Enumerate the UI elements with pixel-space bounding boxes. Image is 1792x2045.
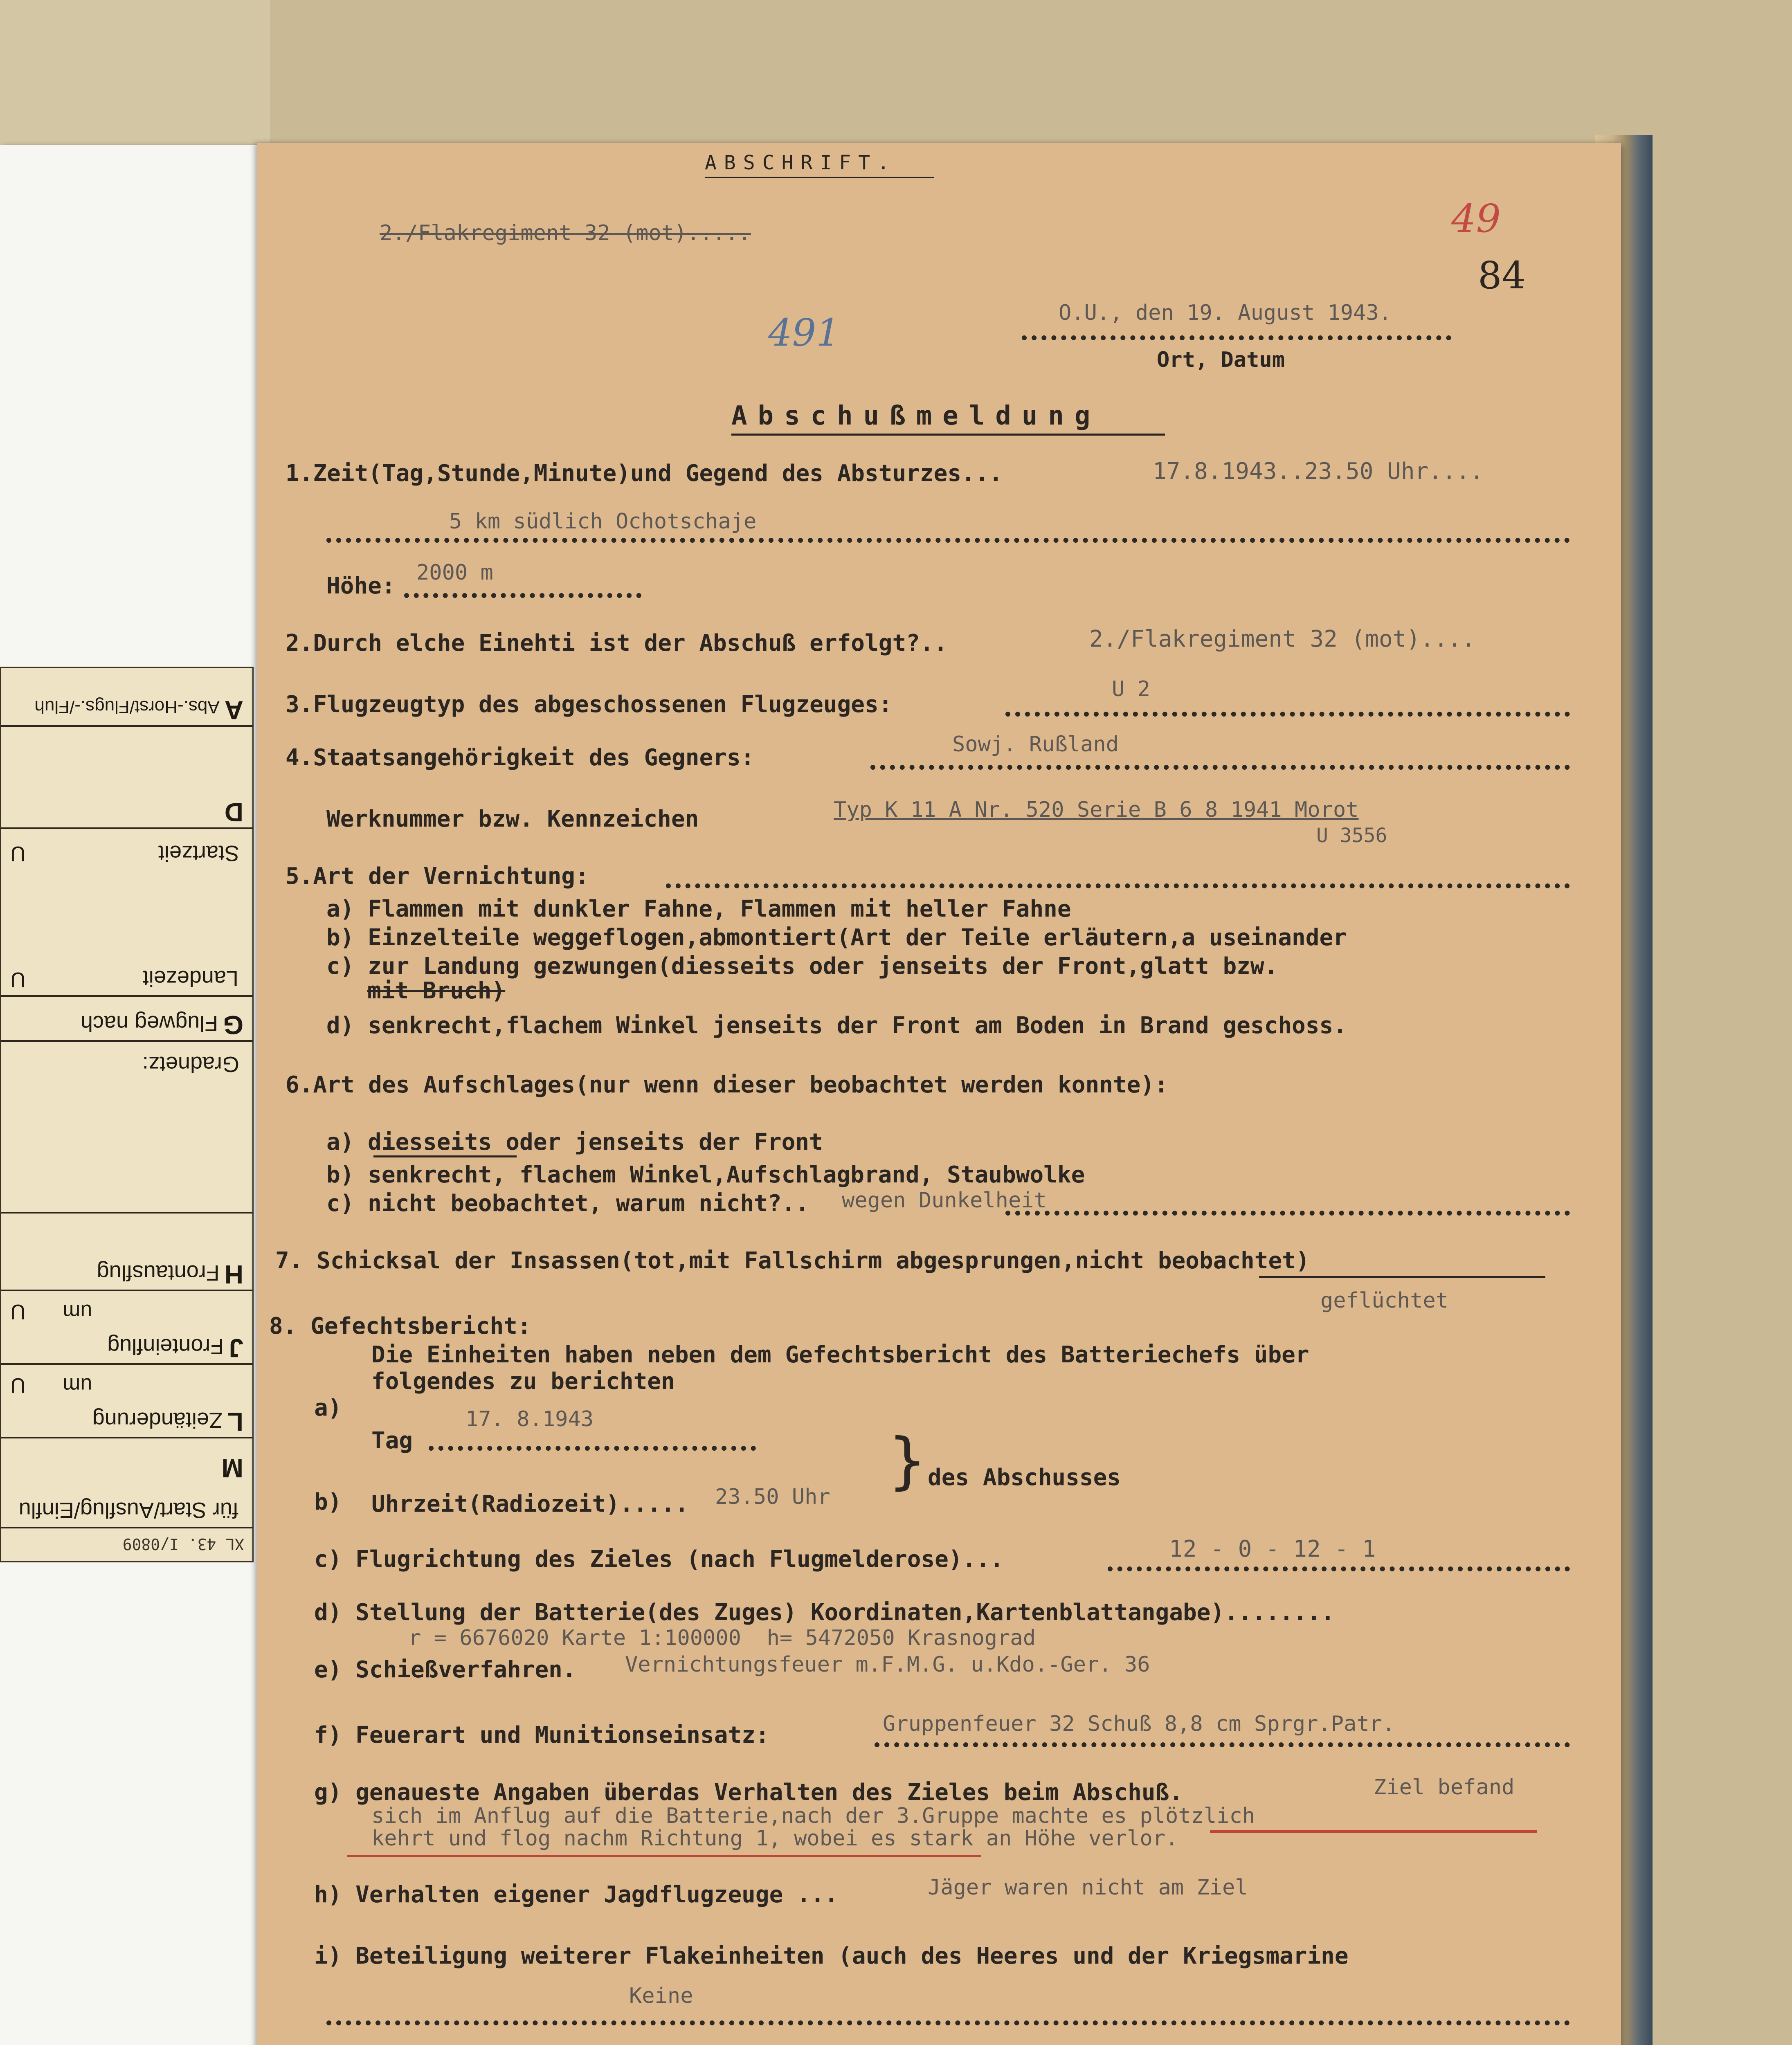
item-6-label: 6.Art des Aufschlages(nur wenn dieser beobachtet werden konnte): xyxy=(286,1072,1168,1098)
item-8g-answer-2: sich im Anflug auf die Batterie,nach der 3.Gruppe machte es plötzlich xyxy=(371,1804,1255,1828)
unit-line: 2./Flakregiment 32 (mot)..... xyxy=(380,221,751,245)
werknummer-label: Werknummer bzw. Kennzeichen xyxy=(326,806,699,832)
red-annotation: 49 xyxy=(1451,196,1501,241)
item-6c: c) nicht beobachtet, warum nicht?.. xyxy=(326,1190,809,1217)
item-8h: h) Verhalten eigener Jagdflugzeuge ... xyxy=(314,1881,839,1908)
item-8e-answer: Vernichtungsfeuer m.F.M.G. u.Kdo.-Ger. 36 xyxy=(625,1652,1150,1677)
blue-stamp-number: 491 xyxy=(768,311,840,355)
card-row xyxy=(1,995,252,1042)
card-row-label: Zeitänderung xyxy=(92,1408,223,1432)
card-row-uhr: U xyxy=(10,968,26,991)
card-row-label: Gradnetz: xyxy=(142,1052,239,1076)
item-8g-answer-3: kehrt und flog nachm Richtung 1, wobei es stark an Höhe verlor. xyxy=(371,1826,1178,1851)
card-row xyxy=(1,950,252,997)
card-row-uhr: U xyxy=(10,842,26,865)
item-8a-tag-answer: 17. 8.1943 xyxy=(465,1407,594,1432)
item-8-des-abschusses: des Abschusses xyxy=(928,1464,1121,1491)
header-underline xyxy=(705,177,934,178)
card-row-label: Abs.-Horst/Flugs.-/Fluh xyxy=(34,697,220,717)
dotted-line xyxy=(1005,712,1570,717)
header-code: ABSCHRIFT. xyxy=(705,151,897,174)
item-8f: f) Feuerart und Munitionseinsatz: xyxy=(314,1722,769,1748)
card-row xyxy=(1,667,252,727)
index-card-rotated-content xyxy=(1,668,252,1561)
item-8h-answer: Jäger waren nicht am Ziel xyxy=(928,1875,1248,1900)
item-8a-label: a) xyxy=(314,1395,342,1421)
item-8-intro-1: Die Einheiten haben neben dem Gefechtsbericht des Batteriechefs über xyxy=(371,1342,1309,1368)
card-row-um: um xyxy=(63,1300,92,1324)
card-row-label: Landezeit xyxy=(142,966,238,991)
item-2-answer: 2./Flakregiment 32 (mot).... xyxy=(1089,626,1476,652)
item-5b: b) Einzelteile weggeflogen,abmontiert(Art der Teile erläutern,a useinander xyxy=(326,924,1347,951)
card-row xyxy=(1,774,252,829)
item-5-label: 5.Art der Vernichtung: xyxy=(286,863,589,890)
bracket-icon: } xyxy=(889,1425,926,1497)
item-8g: g) genaueste Angaben überdas Verhalten des Zieles beim Abschuß. xyxy=(314,1779,1183,1806)
item-4-answer: Sowj. Rußland xyxy=(952,732,1119,757)
place-date: O.U., den 19. August 1943. xyxy=(1059,301,1392,325)
item-8e: e) Schießverfahren. xyxy=(314,1656,576,1683)
dotted-line xyxy=(875,1742,1570,1747)
card-row xyxy=(1,1040,252,1214)
item-8c-answer: 12 - 0 - 12 - 1 xyxy=(1169,1536,1376,1562)
item-6c-answer: wegen Dunkelheit xyxy=(842,1188,1047,1213)
dotted-line xyxy=(429,1446,756,1451)
item-1-answer: 17.8.1943..23.50 Uhr.... xyxy=(1153,458,1484,485)
height-answer: 2000 m xyxy=(416,560,493,585)
index-card xyxy=(0,667,254,1562)
card-row-letter: H xyxy=(224,1260,243,1289)
item-2-label: 2.Durch elche Einehti ist der Abschuß erfolgt?.. xyxy=(286,630,948,656)
item-5c-continued: mit Bruch) xyxy=(367,978,506,1004)
dotted-line xyxy=(666,883,1570,888)
card-row-letter: A xyxy=(224,695,243,725)
werknummer-answer-2: U 3556 xyxy=(1316,824,1387,847)
red-underline xyxy=(347,1855,981,1857)
dotted-line xyxy=(404,593,641,598)
card-row xyxy=(1,1212,252,1291)
dotted-line xyxy=(1005,1211,1570,1216)
dotted-line xyxy=(326,2020,1570,2025)
item-7-answer: geflüchtet xyxy=(1320,1288,1449,1313)
item-8g-answer-1: Ziel befand xyxy=(1374,1775,1515,1800)
item-8b-label: b) xyxy=(314,1489,342,1515)
werknummer-answer: Typ K 11 A Nr. 520 Serie B 6 8 1941 Morot xyxy=(834,798,1359,822)
item-6a: a) diesseits oder jenseits der Front xyxy=(326,1129,823,1155)
item-3-label: 3.Flugzeugtyp des abgeschossenen Flugzeuges: xyxy=(286,691,893,718)
item-5a: a) Flammen mit dunkler Fahne, Flammen mit heller Fahne xyxy=(326,896,1071,922)
card-row-letter: D xyxy=(224,798,243,827)
item-5d: d) senkrecht,flachem Winkel jenseits der Front am Boden in Brand geschoss. xyxy=(326,1012,1347,1039)
title-underline xyxy=(731,434,1165,436)
item-6b: b) senkrecht, flachem Winkel,Aufschlagbrand, Staubwolke xyxy=(326,1162,1085,1188)
page-number: 84 xyxy=(1478,254,1526,297)
card-row xyxy=(1,1482,252,1528)
item-5c: c) zur Landung gezwungen(diesseits oder jenseits der Front,glatt bzw. xyxy=(326,953,1278,980)
card-row-letter: L xyxy=(227,1407,243,1436)
item-7-underline xyxy=(1259,1276,1545,1278)
dotted-line xyxy=(1108,1566,1570,1571)
card-row-label: Fronteinflug xyxy=(107,1334,224,1359)
card-row-um: um xyxy=(63,1373,92,1397)
item-8c: c) Flugrichtung des Zieles (nach Flugmelderose)... xyxy=(314,1546,1004,1573)
dotted-line xyxy=(1022,335,1451,340)
card-row-label: Flugweg nach xyxy=(81,1011,218,1036)
dotted-line xyxy=(870,765,1570,770)
card-row-label: für Start/Ausflug/Einflu xyxy=(18,1498,238,1522)
dotted-line xyxy=(326,538,1570,543)
item-8f-answer: Gruppenfeuer 32 Schuß 8,8 cm Sprgr.Patr. xyxy=(883,1712,1395,1736)
item-8d: d) Stellung der Batterie(des Zuges) Koordinaten,Kartenblattangabe)........ xyxy=(314,1599,1335,1626)
height-label: Höhe: xyxy=(326,573,396,599)
item-8d-answer: r = 6676020 Karte 1:100000 h= 5472050 Krasnograd xyxy=(408,1626,1036,1650)
card-code: XL 43. I/0809 xyxy=(122,1535,244,1553)
item-1-answer-location: 5 km südlich Ochotschaje xyxy=(449,509,757,534)
item-8b-uhrzeit-answer: 23.50 Uhr xyxy=(715,1485,830,1509)
card-row-uhr: U xyxy=(10,1373,26,1397)
item-7-label: 7. Schicksal der Insassen(tot,mit Fallschirm abgesprungen,nicht beobachtet) xyxy=(275,1247,1310,1274)
card-row xyxy=(1,1438,252,1483)
card-row-letter: M xyxy=(221,1454,243,1483)
item-1-label: 1.Zeit(Tag,Stunde,Minute)und Gegend des Absturzes... xyxy=(286,460,1003,487)
place-date-label: Ort, Datum xyxy=(1157,348,1285,372)
card-row-letter: G xyxy=(223,1010,243,1040)
item-4-label: 4.Staatsangehörigkeit des Gegners: xyxy=(286,744,755,771)
card-row xyxy=(1,829,252,952)
item-3-answer: U 2 xyxy=(1112,677,1150,701)
item-8i: i) Beteiligung weiterer Flakeinheiten (auch des Heeres und der Kriegsmarine xyxy=(314,1943,1349,1969)
item-8-intro-2: folgendes zu berichten xyxy=(371,1368,675,1395)
card-row-label: Startzeit xyxy=(158,841,239,865)
item-6a-underline xyxy=(373,1155,517,1157)
item-8b-uhrzeit: Uhrzeit(Radiozeit)..... xyxy=(371,1491,689,1517)
card-row xyxy=(1,1363,252,1438)
card-row-letter: J xyxy=(229,1333,243,1363)
card-row-label: Frontausflug xyxy=(97,1261,220,1285)
card-row xyxy=(1,1290,252,1365)
item-8i-answer: Keine xyxy=(629,1984,693,2008)
document-title: Abschußmeldung xyxy=(731,401,1101,431)
card-row-uhr: U xyxy=(10,1300,26,1324)
item-8-label: 8. Gefechtsbericht: xyxy=(269,1313,531,1339)
item-8a-tag: Tag xyxy=(371,1427,413,1454)
report-page xyxy=(257,143,1621,2045)
red-underline xyxy=(1210,1830,1537,1833)
